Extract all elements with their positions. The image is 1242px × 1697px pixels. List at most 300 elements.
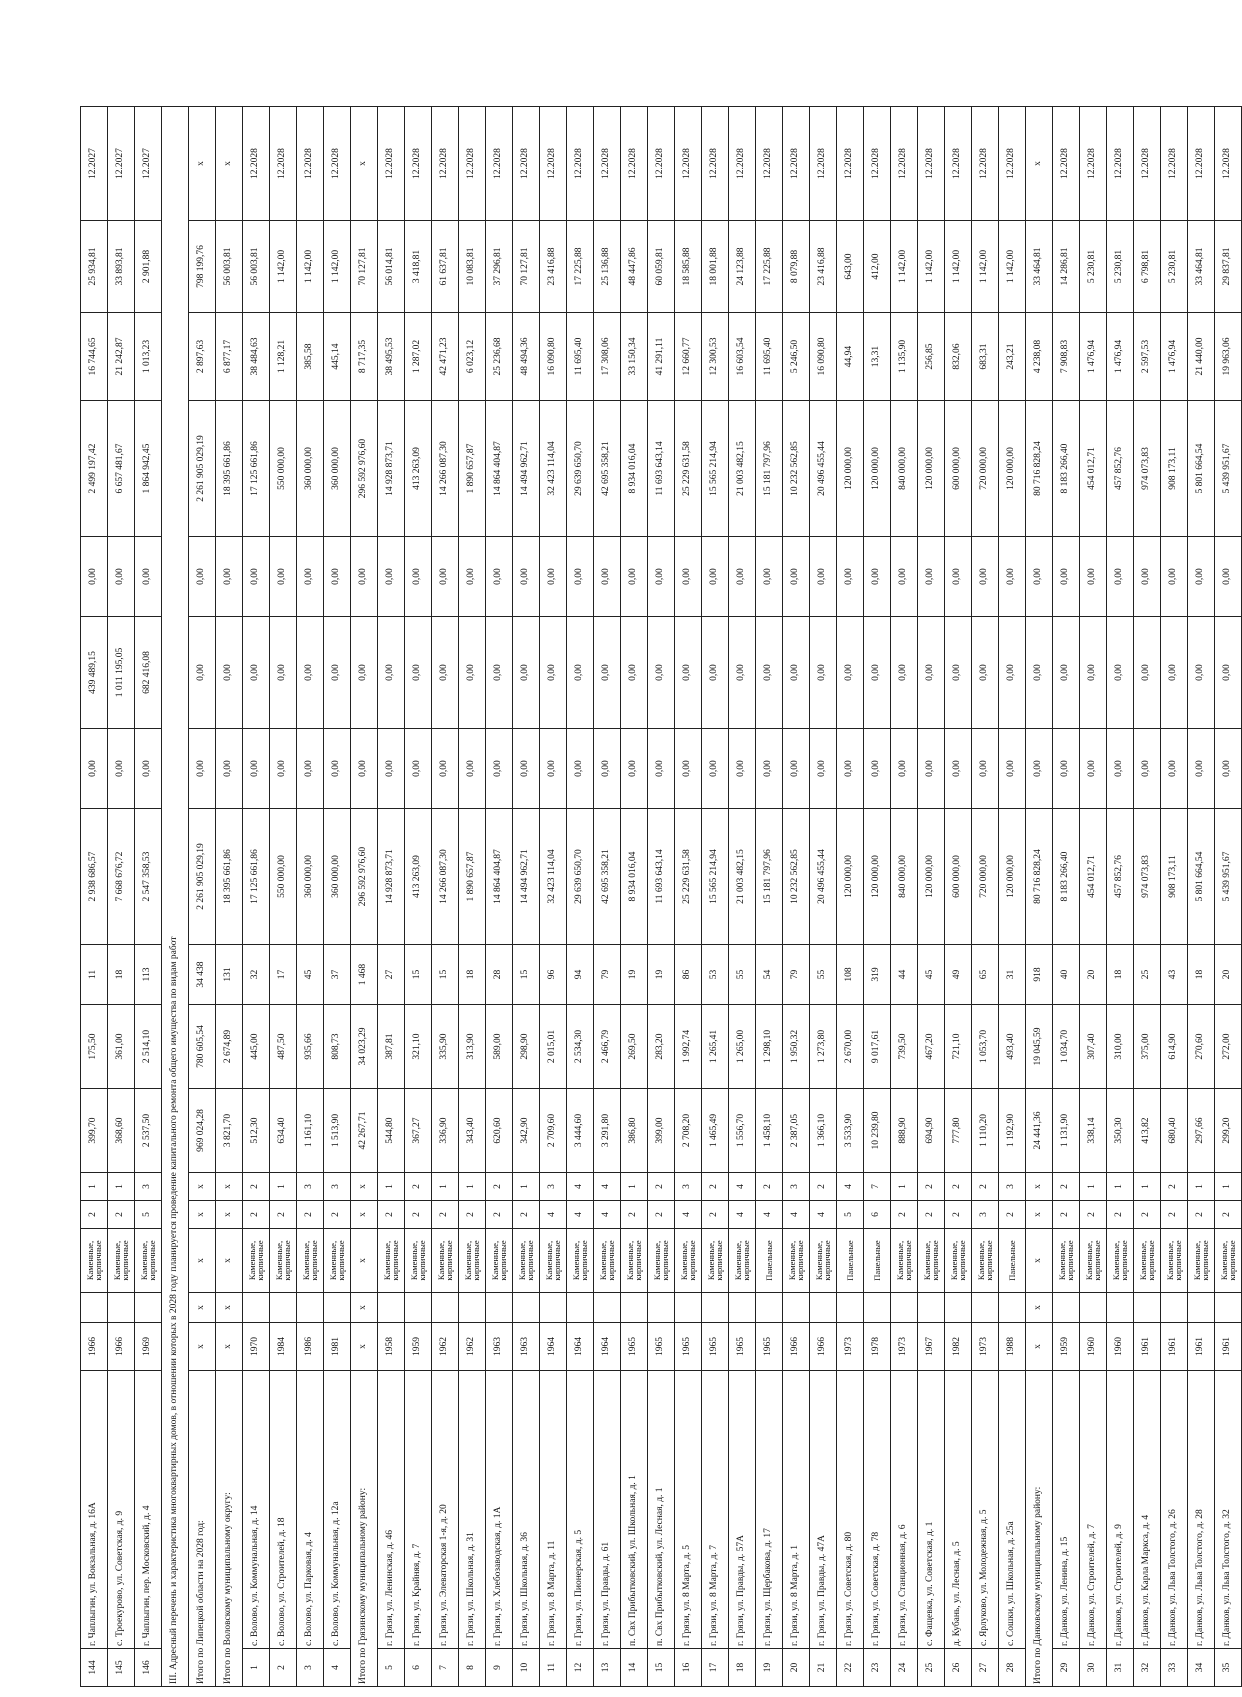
unit-cost-cell: 1 476,94 — [1107, 313, 1134, 401]
table-row — [756, 107, 783, 1687]
table-row — [1080, 107, 1107, 1687]
unit-cost-cell: 19 963,06 — [1215, 313, 1242, 401]
build-year-cell: 1965 — [702, 1323, 729, 1371]
entrances-cell: 1 — [81, 1173, 108, 1201]
fund-local-cell: 0,00 — [297, 537, 324, 617]
table-row — [1134, 107, 1161, 1687]
row-number: 2 — [270, 1649, 297, 1687]
total-cost-cell: 15 565 214,94 — [702, 809, 729, 945]
total-area-cell: 2 708,20 — [675, 1089, 702, 1173]
fund-regional-cell: 0,00 — [702, 617, 729, 729]
max-unit-cost-cell: 6 798,81 — [1134, 221, 1161, 313]
row-number: 31 — [1107, 1649, 1134, 1687]
unit-cost-cell: 21 242,87 — [108, 313, 135, 401]
fund-federal-cell: 0,00 — [1188, 729, 1215, 809]
table-row — [648, 107, 675, 1687]
entrances-cell: 7 — [864, 1173, 891, 1201]
table-row — [1161, 107, 1188, 1687]
row-number: 18 — [729, 1649, 756, 1687]
fund-regional-cell: 0,00 — [756, 617, 783, 729]
total-cost-cell: 2 547 358,53 — [135, 809, 162, 945]
fund-federal-cell: 0,00 — [486, 729, 513, 809]
wall-material-cell: Каменные, кирпичные — [729, 1229, 756, 1293]
total-area-cell: 1 366,10 — [810, 1089, 837, 1173]
fund-local-cell: 0,00 — [972, 537, 999, 617]
row-number: 4 — [324, 1649, 351, 1687]
fund-regional-cell: 0,00 — [999, 617, 1026, 729]
residential-area-cell: 313,90 — [459, 1005, 486, 1089]
entrances-cell: 1 — [432, 1173, 459, 1201]
fund-regional-cell: 0,00 — [891, 617, 918, 729]
fund-regional-cell: 0,00 — [648, 617, 675, 729]
total-area-cell: 350,30 — [1107, 1089, 1134, 1173]
residential-area-cell: 335,90 — [432, 1005, 459, 1089]
fund-owners-cell: 21 003 482,15 — [729, 401, 756, 537]
residents-cell: 1 468 — [351, 945, 378, 1005]
fund-federal-cell: 0,00 — [135, 729, 162, 809]
entrances-cell: 1 — [270, 1173, 297, 1201]
wall-material-cell: Каменные, кирпичные — [1080, 1229, 1107, 1293]
residents-cell: 108 — [837, 945, 864, 1005]
floors-cell: 2 — [432, 1201, 459, 1229]
fund-local-cell: 0,00 — [945, 537, 972, 617]
fund-regional-cell: 0,00 — [378, 617, 405, 729]
renovation-year-cell — [621, 1293, 648, 1323]
renovation-year-cell — [459, 1293, 486, 1323]
wall-material-cell: Каменные, кирпичные — [513, 1229, 540, 1293]
max-unit-cost-cell: 17 225,88 — [756, 221, 783, 313]
renovation-year-cell — [540, 1293, 567, 1323]
address-cell: г. Грязи, ул. Ленинская, д. 46 — [378, 1371, 405, 1649]
build-year-cell: 1962 — [459, 1323, 486, 1371]
fund-federal-cell: 0,00 — [648, 729, 675, 809]
unit-cost-cell: 8 717,35 — [351, 313, 378, 401]
residents-cell: 86 — [675, 945, 702, 1005]
max-unit-cost-cell: 643,00 — [837, 221, 864, 313]
max-unit-cost-cell: 56 003,81 — [216, 221, 243, 313]
floors-cell: 2 — [513, 1201, 540, 1229]
unit-cost-cell: 445,14 — [324, 313, 351, 401]
max-unit-cost-cell: 37 296,81 — [486, 221, 513, 313]
entrances-cell: 2 — [756, 1173, 783, 1201]
fund-regional-cell: 0,00 — [810, 617, 837, 729]
total-cost-cell: 29 639 650,70 — [567, 809, 594, 945]
build-year-cell: x — [216, 1323, 243, 1371]
renovation-year-cell — [567, 1293, 594, 1323]
fund-local-cell: 0,00 — [567, 537, 594, 617]
renovation-year-cell — [270, 1293, 297, 1323]
table-row — [486, 107, 513, 1687]
completion-date-cell: 12.2028 — [675, 107, 702, 221]
address-cell: г. Грязи, ул. Школьная, д. 31 — [459, 1371, 486, 1649]
total-area-cell: 3 533,90 — [837, 1089, 864, 1173]
fund-regional-cell: 0,00 — [1080, 617, 1107, 729]
residents-cell: 27 — [378, 945, 405, 1005]
floors-cell: 4 — [675, 1201, 702, 1229]
table-row — [837, 107, 864, 1687]
row-number: 145 — [108, 1649, 135, 1687]
unit-cost-cell: 2 897,63 — [189, 313, 216, 401]
residential-area-cell: 1 034,70 — [1053, 1005, 1080, 1089]
fund-local-cell: 0,00 — [135, 537, 162, 617]
table-row — [378, 107, 405, 1687]
build-year-cell: 1965 — [675, 1323, 702, 1371]
max-unit-cost-cell: 10 083,81 — [459, 221, 486, 313]
table-row — [1188, 107, 1215, 1687]
fund-owners-cell: 120 000,00 — [999, 401, 1026, 537]
unit-cost-cell: 6 023,12 — [459, 313, 486, 401]
max-unit-cost-cell: 48 447,86 — [621, 221, 648, 313]
row-number: 16 — [675, 1649, 702, 1687]
wall-material-cell: Каменные, кирпичные — [567, 1229, 594, 1293]
address-cell: д. Кубань, ул. Лесная, д. 5 — [945, 1371, 972, 1649]
wall-material-cell: Каменные, кирпичные — [1161, 1229, 1188, 1293]
row-number: 10 — [513, 1649, 540, 1687]
total-cost-cell: 550 000,00 — [270, 809, 297, 945]
residents-cell: 32 — [243, 945, 270, 1005]
max-unit-cost-cell: 70 127,81 — [351, 221, 378, 313]
table-row — [621, 107, 648, 1687]
renovation-year-cell — [1134, 1293, 1161, 1323]
fund-regional-cell: 0,00 — [486, 617, 513, 729]
address-cell: г. Данков, ул. Льва Толстого, д. 28 — [1188, 1371, 1215, 1649]
total-cost-cell: 8 183 266,40 — [1053, 809, 1080, 945]
total-area-cell: 342,90 — [513, 1089, 540, 1173]
floors-cell: 6 — [864, 1201, 891, 1229]
total-area-cell: 2 709,60 — [540, 1089, 567, 1173]
residential-area-cell: 1 265,41 — [702, 1005, 729, 1089]
entrances-cell: x — [1026, 1173, 1053, 1201]
total-cost-cell: 454 012,71 — [1080, 809, 1107, 945]
address-cell: г. Грязи, ул. Пионерская, д. 5 — [567, 1371, 594, 1649]
total-area-cell: 544,80 — [378, 1089, 405, 1173]
total-area-cell: 10 239,80 — [864, 1089, 891, 1173]
fund-owners-cell: 360 000,00 — [297, 401, 324, 537]
completion-date-cell: 12.2028 — [648, 107, 675, 221]
max-unit-cost-cell: 1 142,00 — [945, 221, 972, 313]
floors-cell: 2 — [1215, 1201, 1242, 1229]
renovation-year-cell — [243, 1293, 270, 1323]
wall-material-cell: Каменные, кирпичные — [648, 1229, 675, 1293]
wall-material-cell: Каменные, кирпичные — [621, 1229, 648, 1293]
fund-federal-cell: 0,00 — [594, 729, 621, 809]
completion-date-cell: 12.2028 — [783, 107, 810, 221]
wall-material-cell: x — [189, 1229, 216, 1293]
residents-cell: 319 — [864, 945, 891, 1005]
wall-material-cell: Панельные — [837, 1229, 864, 1293]
residents-cell: 45 — [918, 945, 945, 1005]
build-year-cell: 1973 — [891, 1323, 918, 1371]
row-number: 29 — [1053, 1649, 1080, 1687]
entrances-cell: 2 — [810, 1173, 837, 1201]
residents-cell: 17 — [270, 945, 297, 1005]
residential-area-cell: 272,00 — [1215, 1005, 1242, 1089]
total-area-cell: 24 441,36 — [1026, 1089, 1053, 1173]
table-row — [1053, 107, 1080, 1687]
entrances-cell: 1 — [1134, 1173, 1161, 1201]
row-number: 6 — [405, 1649, 432, 1687]
max-unit-cost-cell: 798 199,76 — [189, 221, 216, 313]
fund-federal-cell: 0,00 — [891, 729, 918, 809]
floors-cell: 2 — [1080, 1201, 1107, 1229]
fund-local-cell: 0,00 — [837, 537, 864, 617]
fund-local-cell: 0,00 — [621, 537, 648, 617]
fund-regional-cell: 0,00 — [729, 617, 756, 729]
build-year-cell: 1963 — [486, 1323, 513, 1371]
renovation-year-cell: x — [351, 1293, 378, 1323]
total-area-cell: 888,90 — [891, 1089, 918, 1173]
fund-local-cell: 0,00 — [1053, 537, 1080, 617]
fund-federal-cell: 0,00 — [324, 729, 351, 809]
residential-area-cell: 1 265,00 — [729, 1005, 756, 1089]
residential-area-cell: 2 015,01 — [540, 1005, 567, 1089]
fund-local-cell: 0,00 — [864, 537, 891, 617]
floors-cell: 2 — [702, 1201, 729, 1229]
total-cost-cell: 5 439 951,67 — [1215, 809, 1242, 945]
wall-material-cell: Каменные, кирпичные — [1188, 1229, 1215, 1293]
wall-material-cell: Каменные, кирпичные — [297, 1229, 324, 1293]
completion-date-cell: 12.2028 — [621, 107, 648, 221]
completion-date-cell: 12.2028 — [1107, 107, 1134, 221]
renovation-year-cell — [810, 1293, 837, 1323]
completion-date-cell: 12.2027 — [135, 107, 162, 221]
row-number: 9 — [486, 1649, 513, 1687]
total-area-cell: 1 458,10 — [756, 1089, 783, 1173]
unit-cost-cell: 1 135,90 — [891, 313, 918, 401]
fund-regional-cell: 0,00 — [459, 617, 486, 729]
floors-cell: 2 — [891, 1201, 918, 1229]
wall-material-cell: Каменные, кирпичные — [459, 1229, 486, 1293]
residents-cell: 28 — [486, 945, 513, 1005]
fund-owners-cell: 11 693 643,14 — [648, 401, 675, 537]
fund-federal-cell: 0,00 — [378, 729, 405, 809]
floors-cell: 2 — [1134, 1201, 1161, 1229]
unit-cost-cell: 16 744,65 — [81, 313, 108, 401]
row-number: 3 — [297, 1649, 324, 1687]
build-year-cell: 1961 — [1188, 1323, 1215, 1371]
residential-area-cell: 589,00 — [486, 1005, 513, 1089]
fund-owners-cell: 600 000,00 — [945, 401, 972, 537]
row-number: 8 — [459, 1649, 486, 1687]
residents-cell: 55 — [810, 945, 837, 1005]
unit-cost-cell: 1 128,21 — [270, 313, 297, 401]
row-number: 26 — [945, 1649, 972, 1687]
address-cell: г. Данков, ул. Льва Толстого, д. 32 — [1215, 1371, 1242, 1649]
fund-local-cell: 0,00 — [648, 537, 675, 617]
address-cell: г. Грязи, ул. Хлебозаводская, д. 1А — [486, 1371, 513, 1649]
total-cost-cell: 14 494 962,71 — [513, 809, 540, 945]
completion-date-cell: 12.2027 — [81, 107, 108, 221]
residential-area-cell: 34 023,29 — [351, 1005, 378, 1089]
unit-cost-cell: 256,85 — [918, 313, 945, 401]
entrances-cell: 1 — [891, 1173, 918, 1201]
renovation-year-cell — [135, 1293, 162, 1323]
fund-regional-cell: 0,00 — [1053, 617, 1080, 729]
fund-federal-cell: 0,00 — [702, 729, 729, 809]
fund-regional-cell: 0,00 — [216, 617, 243, 729]
fund-owners-cell: 20 496 455,44 — [810, 401, 837, 537]
entrances-cell: 2 — [1053, 1173, 1080, 1201]
section-heading-row — [162, 107, 189, 1687]
floors-cell: 4 — [594, 1201, 621, 1229]
total-area-cell: 386,80 — [621, 1089, 648, 1173]
unit-cost-cell: 17 308,06 — [594, 313, 621, 401]
max-unit-cost-cell: 17 225,88 — [567, 221, 594, 313]
fund-owners-cell: 42 695 358,21 — [594, 401, 621, 537]
completion-date-cell: 12.2028 — [891, 107, 918, 221]
renovation-year-cell — [648, 1293, 675, 1323]
residents-cell: 40 — [1053, 945, 1080, 1005]
fund-federal-cell: 0,00 — [1080, 729, 1107, 809]
wall-material-cell: Каменные, кирпичные — [891, 1229, 918, 1293]
unit-cost-cell: 12 660,77 — [675, 313, 702, 401]
row-number: 15 — [648, 1649, 675, 1687]
residential-area-cell: 270,60 — [1188, 1005, 1215, 1089]
address-cell: г. Данков, ул. Ленина, д. 15 — [1053, 1371, 1080, 1649]
completion-date-cell: 12.2028 — [486, 107, 513, 221]
fund-local-cell: 0,00 — [594, 537, 621, 617]
total-cost-cell: 413 263,09 — [405, 809, 432, 945]
fund-regional-cell: 439 489,15 — [81, 617, 108, 729]
fund-regional-cell: 0,00 — [1215, 617, 1242, 729]
max-unit-cost-cell: 56 003,81 — [243, 221, 270, 313]
row-number: 21 — [810, 1649, 837, 1687]
wall-material-cell: Панельные — [756, 1229, 783, 1293]
fund-local-cell: 0,00 — [1080, 537, 1107, 617]
max-unit-cost-cell: 5 230,81 — [1080, 221, 1107, 313]
floors-cell: 2 — [1107, 1201, 1134, 1229]
build-year-cell: 1964 — [540, 1323, 567, 1371]
floors-cell: 2 — [648, 1201, 675, 1229]
renovation-year-cell — [108, 1293, 135, 1323]
renovation-year-cell — [972, 1293, 999, 1323]
completion-date-cell: 12.2028 — [567, 107, 594, 221]
entrances-cell: 4 — [729, 1173, 756, 1201]
row-number: 19 — [756, 1649, 783, 1687]
build-year-cell: 1961 — [1161, 1323, 1188, 1371]
residential-area-cell: 2 534,30 — [567, 1005, 594, 1089]
residential-area-cell: 298,90 — [513, 1005, 540, 1089]
fund-federal-cell: 0,00 — [1161, 729, 1188, 809]
renovation-year-cell — [837, 1293, 864, 1323]
residents-cell: 31 — [999, 945, 1026, 1005]
total-cost-cell: 2 261 905 029,19 — [189, 809, 216, 945]
entrances-cell: 1 — [459, 1173, 486, 1201]
entrances-cell: 3 — [675, 1173, 702, 1201]
fund-federal-cell: 0,00 — [243, 729, 270, 809]
entrances-cell: 2 — [918, 1173, 945, 1201]
total-area-cell: 367,27 — [405, 1089, 432, 1173]
total-cost-cell: 17 125 661,86 — [243, 809, 270, 945]
table-row — [702, 107, 729, 1687]
max-unit-cost-cell: 18 585,88 — [675, 221, 702, 313]
residential-area-cell: 321,10 — [405, 1005, 432, 1089]
table-row — [675, 107, 702, 1687]
total-area-cell: 777,80 — [945, 1089, 972, 1173]
row-number: 25 — [918, 1649, 945, 1687]
fund-local-cell: 0,00 — [756, 537, 783, 617]
max-unit-cost-cell: 3 418,81 — [405, 221, 432, 313]
table-body — [81, 107, 1242, 1687]
build-year-cell: 1969 — [135, 1323, 162, 1371]
floors-cell: 5 — [135, 1201, 162, 1229]
entrances-cell: 2 — [972, 1173, 999, 1201]
total-cost-cell: 360 000,00 — [297, 809, 324, 945]
renovation-year-cell — [513, 1293, 540, 1323]
table-row — [270, 107, 297, 1687]
unit-cost-cell: 16 603,54 — [729, 313, 756, 401]
address-cell: г. Данков, ул. Строителей, д. 7 — [1080, 1371, 1107, 1649]
fund-federal-cell: 0,00 — [621, 729, 648, 809]
unit-cost-cell: 11 695,40 — [756, 313, 783, 401]
renovation-year-cell — [324, 1293, 351, 1323]
fund-regional-cell: 0,00 — [540, 617, 567, 729]
wall-material-cell: Каменные, кирпичные — [243, 1229, 270, 1293]
build-year-cell: 1959 — [1053, 1323, 1080, 1371]
subtotal-row — [189, 107, 216, 1687]
total-cost-cell: 120 000,00 — [999, 809, 1026, 945]
entrances-cell: 3 — [324, 1173, 351, 1201]
fund-owners-cell: 1 864 942,45 — [135, 401, 162, 537]
build-year-cell: x — [189, 1323, 216, 1371]
unit-cost-cell: 385,58 — [297, 313, 324, 401]
residential-area-cell: 9 017,61 — [864, 1005, 891, 1089]
fund-federal-cell: 0,00 — [189, 729, 216, 809]
wall-material-cell: Каменные, кирпичные — [918, 1229, 945, 1293]
fund-federal-cell: 0,00 — [810, 729, 837, 809]
wall-material-cell: Каменные, кирпичные — [675, 1229, 702, 1293]
max-unit-cost-cell: 33 464,81 — [1026, 221, 1053, 313]
fund-regional-cell: 0,00 — [432, 617, 459, 729]
entrances-cell: 4 — [594, 1173, 621, 1201]
unit-cost-cell: 2 597,53 — [1134, 313, 1161, 401]
fund-federal-cell: 0,00 — [1134, 729, 1161, 809]
address-cell: г. Грязи, ул. Станционная, д. 6 — [891, 1371, 918, 1649]
completion-date-cell: 12.2028 — [1188, 107, 1215, 221]
total-area-cell: 42 267,71 — [351, 1089, 378, 1173]
fund-regional-cell: 0,00 — [1161, 617, 1188, 729]
residents-cell: 53 — [702, 945, 729, 1005]
fund-federal-cell: 0,00 — [972, 729, 999, 809]
fund-federal-cell: 0,00 — [783, 729, 810, 809]
entrances-cell: 1 — [513, 1173, 540, 1201]
residential-area-cell: 467,20 — [918, 1005, 945, 1089]
build-year-cell: 1958 — [378, 1323, 405, 1371]
build-year-cell: 1984 — [270, 1323, 297, 1371]
total-cost-cell: 120 000,00 — [918, 809, 945, 945]
residents-cell: 55 — [729, 945, 756, 1005]
table-row — [108, 107, 135, 1687]
floors-cell: 2 — [945, 1201, 972, 1229]
floors-cell: x — [351, 1201, 378, 1229]
floors-cell: 4 — [567, 1201, 594, 1229]
build-year-cell: 1961 — [1134, 1323, 1161, 1371]
fund-owners-cell: 720 000,00 — [972, 401, 999, 537]
unit-cost-cell: 6 877,17 — [216, 313, 243, 401]
fund-regional-cell: 0,00 — [918, 617, 945, 729]
subtotal-label: Итого по Данковскому муниципальному району: — [1026, 1371, 1053, 1687]
max-unit-cost-cell: 5 230,81 — [1161, 221, 1188, 313]
floors-cell: 4 — [756, 1201, 783, 1229]
fund-owners-cell: 14 864 404,87 — [486, 401, 513, 537]
fund-local-cell: 0,00 — [702, 537, 729, 617]
total-area-cell: 368,60 — [108, 1089, 135, 1173]
fund-owners-cell: 413 263,09 — [405, 401, 432, 537]
completion-date-cell: 12.2027 — [108, 107, 135, 221]
renovation-year-cell — [486, 1293, 513, 1323]
fund-federal-cell: 0,00 — [918, 729, 945, 809]
residents-cell: 79 — [783, 945, 810, 1005]
